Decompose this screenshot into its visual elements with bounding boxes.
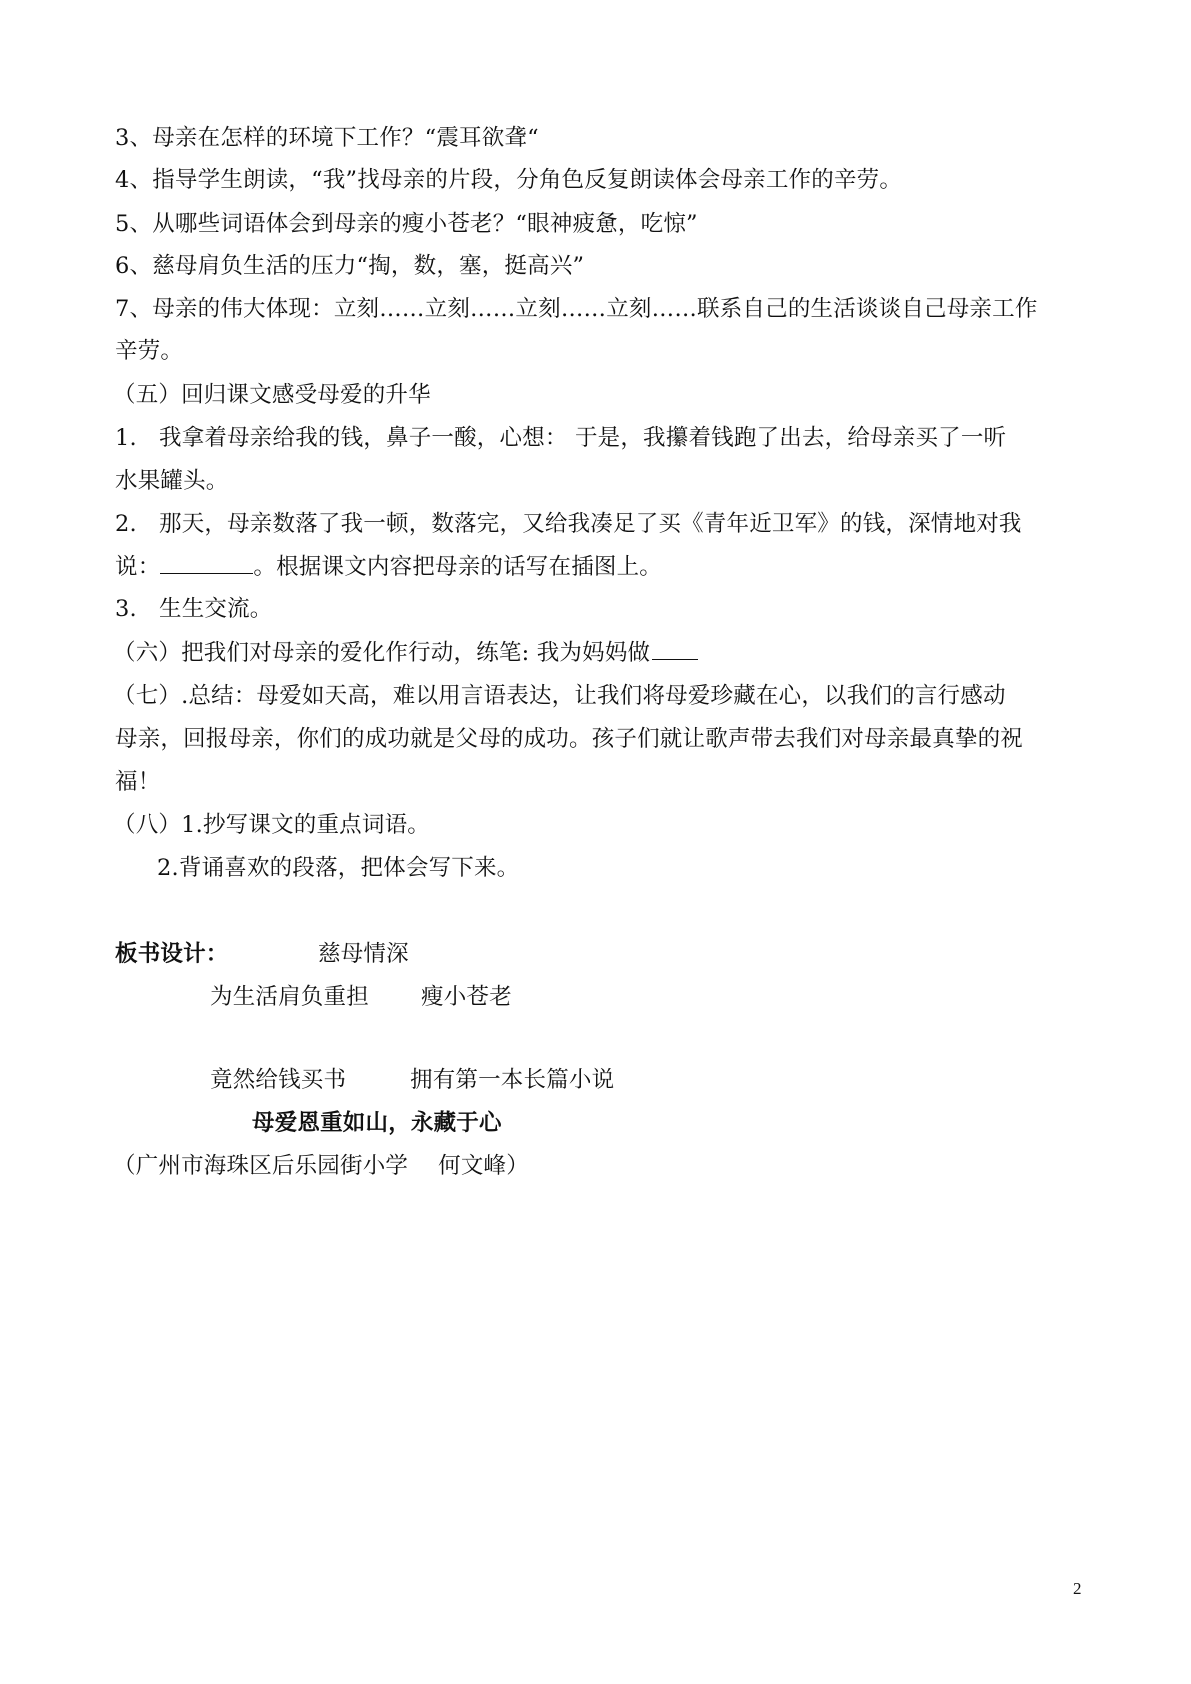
item-3: [115, 594, 273, 624]
item-3-text: 生生交流。: [159, 596, 273, 622]
question-4: 4、指导学生朗读，“我”找母亲的片段，分角色反复朗读体会母亲工作的辛劳。: [115, 167, 903, 193]
item-3-number: 3.: [115, 596, 137, 622]
item-2-continued: [115, 551, 662, 582]
item-2-cont-post: 。根据课文内容把母亲的话写在插图上。: [253, 554, 663, 580]
question-6: 6、慈母肩负生活的压力“掏，数，塞，挺高兴”: [115, 253, 585, 279]
item-1-number: 1.: [115, 425, 137, 451]
fill-in-blank: [160, 551, 253, 574]
section-7-line-3: 福！: [115, 769, 161, 795]
section-6-text: （六）把我们对母亲的爱化作行动，练笔: 我为妈妈做: [113, 640, 651, 666]
section-7-line-1: （七）.总结：母爱如天高，难以用言语表达，让我们将母爱珍藏在心，以我们的言行感动: [113, 683, 1006, 709]
question-7-continued: 辛劳。: [115, 338, 184, 364]
item-2: [115, 509, 1022, 539]
item-1-continued: 水果罐头。: [115, 468, 229, 494]
question-7: 7、母亲的伟大体现：立刻……立刻……立刻……立刻……联系自己的生活谈谈自己母亲工作: [115, 296, 1038, 322]
board-title: 慈母情深: [318, 941, 409, 967]
page-number: 2: [1073, 1579, 1082, 1598]
section-8-line-1: （八）1.抄写课文的重点词语。: [113, 812, 430, 838]
board-row-1-left: 为生活肩负重担: [210, 984, 369, 1010]
item-2-cont-pre: 说：: [115, 554, 161, 580]
board-design-label: 板书设计：: [115, 941, 229, 967]
section-8-line-2: 2.背诵喜欢的段落，把体会写下来。: [157, 855, 520, 881]
section-6: [113, 637, 698, 668]
board-row-1-right: 瘦小苍老: [421, 984, 512, 1010]
item-2-number: 2.: [115, 511, 137, 537]
author-attribution: （广州市海珠区后乐园街小学 何文峰）: [113, 1153, 529, 1179]
board-row-2-left: 竟然给钱买书: [210, 1067, 347, 1093]
section-5-heading: （五）回归课文感受母爱的升华: [113, 382, 431, 408]
question-5: 5、从哪些词语体会到母亲的瘦小苍老？“眼神疲惫，吃惊”: [115, 211, 698, 237]
section-7-line-2: 母亲，回报母亲，你们的成功就是父母的成功。孩子们就让歌声带去我们对母亲最真挚的祝: [115, 726, 1024, 752]
board-row-2-right: 拥有第一本长篇小说: [410, 1067, 615, 1093]
writing-blank: [652, 637, 698, 660]
item-1: [115, 423, 1006, 453]
question-3: 3、母亲在怎样的环境下工作？“震耳欲聋“: [115, 125, 539, 151]
item-1-text: 我拿着母亲给我的钱，鼻子一酸，心想： 于是，我攥着钱跑了出去，给母亲买了一听: [159, 425, 1007, 451]
board-summary: 母爱恩重如山，永藏于心: [252, 1110, 502, 1136]
item-2-text: 那天，母亲数落了我一顿，数落完，又给我凑足了买《青年近卫军》的钱，深情地对我: [159, 511, 1022, 537]
